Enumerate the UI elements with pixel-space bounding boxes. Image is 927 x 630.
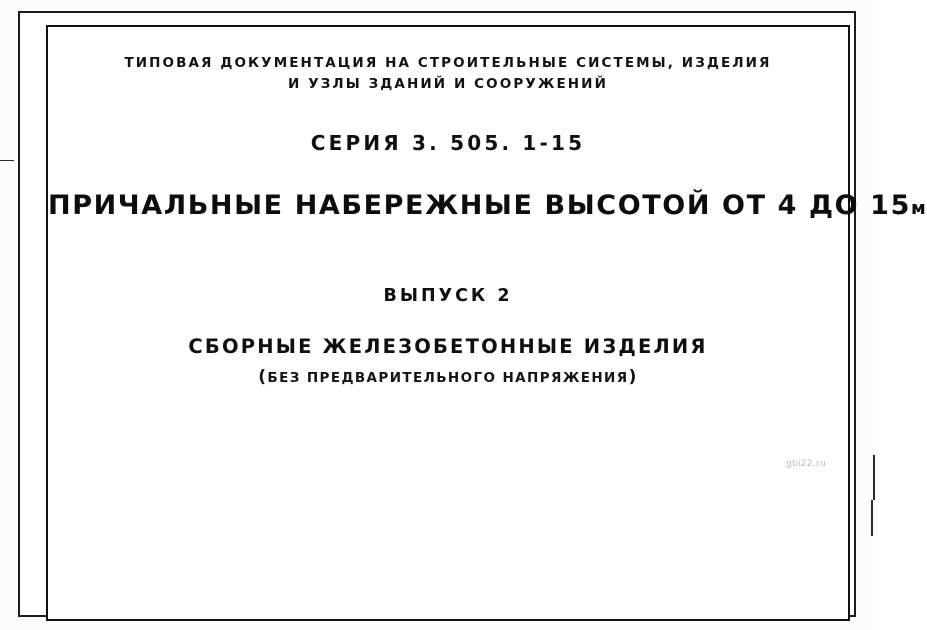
heading-block [48, 53, 848, 95]
note-text: БЕЗ ПРЕДВАРИТЕЛЬНОГО НАПРЯЖЕНИЯ [267, 370, 629, 386]
heading-line-2: И УЗЛЫ ЗДАНИЙ И СООРУЖЕНИЙ [288, 76, 608, 92]
page-title [48, 190, 927, 221]
document-inner-frame [46, 25, 927, 621]
page-title-unit: м [910, 198, 927, 219]
registration-tick-left [0, 160, 14, 161]
page-note [48, 367, 848, 387]
note-open-paren: ( [258, 367, 268, 387]
page-subtitle: СБОРНЫЕ ЖЕЛЕЗОБЕТОННЫЕ ИЗДЕЛИЯ [188, 335, 708, 358]
series-number: СЕРИЯ 3. 505. 1-15 [310, 131, 586, 155]
page-title-text: ПРИЧАЛЬНЫЕ НАБЕРЕЖНЫЕ ВЫСОТОЙ ОТ 4 ДО 15 [48, 190, 911, 221]
heading-line-1: ТИПОВАЯ ДОКУМЕНТАЦИЯ НА СТРОИТЕЛЬНЫЕ СИСТЕМЫ, ИЗДЕЛИЯ [124, 55, 772, 71]
registration-tick-right-lower [871, 500, 873, 536]
document-outer-frame [18, 11, 927, 617]
title-page-content [48, 27, 927, 619]
issue-number: ВЫПУСК 2 [383, 286, 513, 306]
note-close-paren: ) [628, 367, 638, 387]
watermark-label: gbi22.ru [785, 459, 826, 469]
registration-tick-right [873, 455, 875, 500]
